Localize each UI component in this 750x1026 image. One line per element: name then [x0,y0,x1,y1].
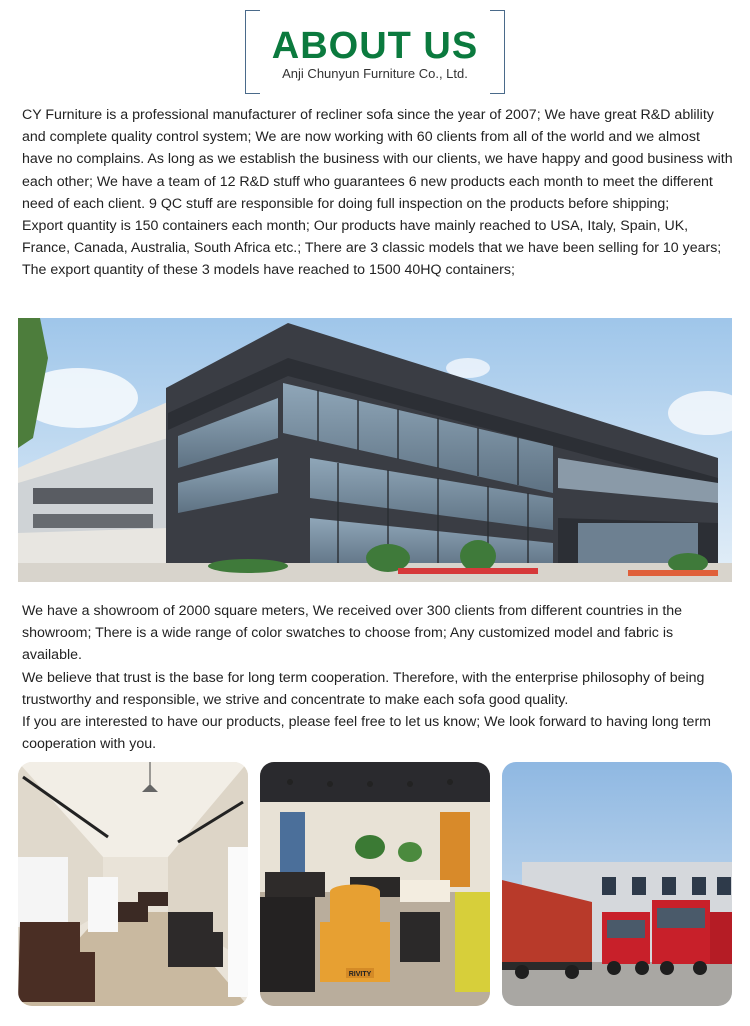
intro-paragraph-2: Export quantity is 150 containers each month; Our products have mainly reached to USA, Italy, Spain, UK, France, Canada, Australia, South Africa etc.; There are 3 classic models that we have been selling for 10 years; The export quantity of these 3 models have reached to 1500 40HQ containers; [22,218,722,279]
page-title: ABOUT US [271,25,479,67]
details-text [22,600,734,755]
showroom-recliners-photo [260,762,490,1006]
details-paragraph-1: We have a showroom of 2000 square meters, We received over 300 clients from different countries in the showroom; There is a wide range of color swatches to choose from; Any customized model and fabric is available. [22,603,683,664]
showroom-corridor-photo [18,762,248,1006]
company-name: Anji Chunyun Furniture Co., Ltd. [282,66,468,81]
intro-text [22,104,734,282]
intro-paragraph-1: CY Furniture is a professional manufacturer of recliner sofa since the year of 2007; We have great R&D ablility and complete quality control system; We are now working with 60 clients from all of the world and we almost have no complains. As long as we establish the business with our clients, we have happy and good business with each other; We have a team of 12 R&D stuff who guarantees 6 new products each month to meet the different need of each client. 9 QC stuff are responsible for doing full inspection on the products before shipping; [22,107,733,212]
about-us-header [245,10,505,92]
details-paragraph-3: If you are interested to have our products, please feel free to let us know; We look forward to having long term cooperation with you. [22,714,711,753]
details-paragraph-2: We believe that trust is the base for long term cooperation. Therefore, with the enterprise philosophy of being trustworthy and responsible, we strive and concentrate to make each sofa good quality. [22,669,705,708]
factory-building-photo [18,318,732,582]
shipping-trucks-photo [502,762,732,1006]
chair-brand-label: RIVITY [348,971,372,978]
